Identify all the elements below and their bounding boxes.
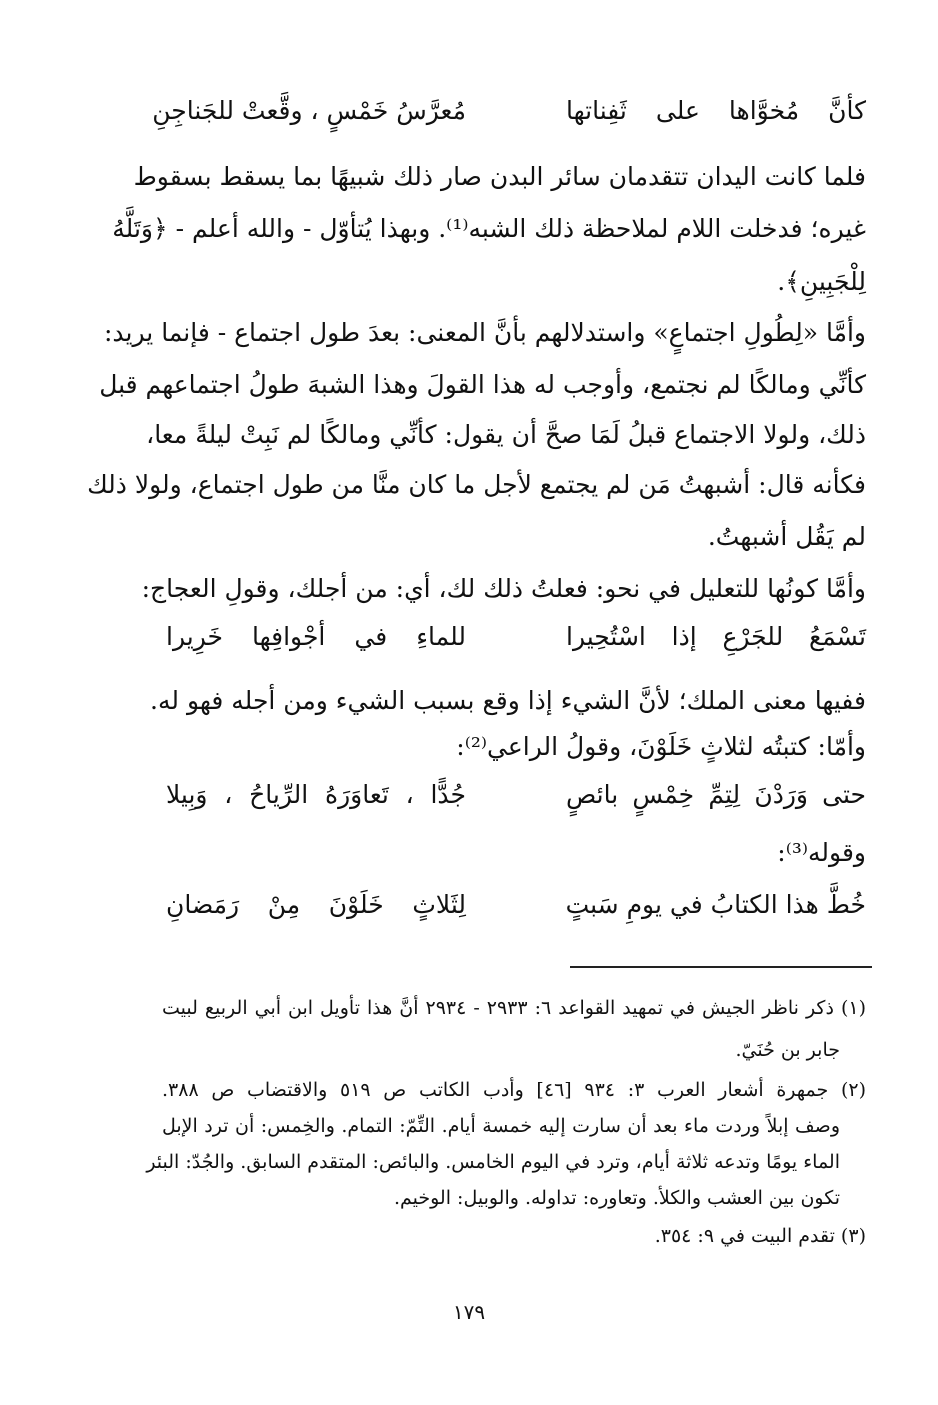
text-line: وأمَّا «لِطُولِ اجتماعٍ» واستدلالهم بأنَّ المعنى: بعدَ طول اجتماع - فإنما يريد:: [104, 318, 866, 347]
text-line: لِلْجَبِينِ﴾.: [777, 267, 866, 296]
verse-second-hemistich: مُعرَّسُ خَمْسٍ ، وقَّعتْ للجَناجِنِ: [152, 96, 466, 125]
text-line: فلما كانت اليدان تتقدمان سائر البدن صار ذلك شبيهًا بما يسقط بسقوط: [133, 162, 866, 191]
text-line: لم يَقُل أشبهتُ.: [707, 522, 866, 551]
text-line: وأمّا: كتبتُه لثلاثٍ خَلَوْنَ، وقولُ الراعي⁽²⁾:: [456, 732, 866, 761]
verse-line: [166, 622, 866, 662]
verse-second-hemistich: جُدًّا ، تَعاوَرَهُ الرِّياحُ ، وَبِيلا: [166, 780, 466, 809]
verse-line: [152, 96, 866, 136]
text-line: ففيها معنى الملك؛ لأنَّ الشيء إذا وقع بسبب الشيء ومن أجله فهو له.: [150, 686, 866, 715]
verse-second-hemistich: للماءِ في أجْوافِها خَرِيرا: [166, 622, 466, 651]
verse-line: [166, 780, 866, 820]
page-number: ١٧٩: [452, 1300, 486, 1324]
text-line: فكأنه قال: أشبهتُ مَن لم يجتمع لأجل ما كان منَّا من طول اجتماع، ولولا ذلك: [87, 470, 866, 499]
text-line: غيره؛ فدخلت اللام لملاحظة ذلك الشبه⁽¹⁾. وبهذا يُتأوّل - والله أعلم - ﴿وَتَلَّهُ: [112, 214, 866, 243]
verse-line: [166, 890, 866, 930]
verse-first-hemistich: تَسْمَعُ للجَرْعِ إذا اسْتُحِيرا: [566, 622, 866, 651]
footnote-separator: [570, 966, 872, 968]
footnote-line: (١) ذكر ناظر الجيش في تمهيد القواعد ٦: ٢٩٣٣ - ٢٩٣٤ أنَّ هذا تأويل ابن أبي الربيع لبيت: [162, 997, 866, 1019]
text-line: ذلك، ولولا الاجتماع قبلُ لَمَا صحَّ أن يقول: كأنِّي ومالكًا لم نَبِتْ ليلةً معا،: [146, 420, 866, 449]
footnote-line: وصف إبلاً وردت ماء بعد أن سارت إليه خمسة أيام. التِّمّ: التمام. والخِمس: أن ترد الإبل: [162, 1115, 840, 1137]
verse-second-hemistich: لِثَلاثٍ خَلَوْنَ مِنْ رَمَضانِ: [166, 890, 466, 919]
footnote-line: تكون بين العشب والكلأ. وتعاوره: تداوله. والوبيل: الوخيم.: [393, 1187, 840, 1209]
footnote-line: (٢) جمهرة أشعار العرب ٣: ٩٣٤ [٤٦] وأدب الكاتب ص ٥١٩ والاقتضاب ص ٣٨٨.: [162, 1079, 866, 1101]
footnote-line: جابر بن حُنَيّ.: [735, 1039, 840, 1061]
verse-first-hemistich: حتى وَرَدْنَ لِتِمِّ خِمْسٍ بائصٍ: [566, 780, 866, 809]
verse-first-hemistich: خُطَّ هذا الكتابُ في يومِ سَبتٍ: [565, 890, 866, 919]
text-line: كأنِّي ومالكًا لم نجتمع، وأوجب له هذا القولَ وهذا الشبهَ طولُ اجتماعهم قبل: [99, 370, 866, 399]
text-line: وأمَّا كونُها للتعليل في نحو: فعلتُ ذلك لك، أي: من أجلك، وقولِ العجاج:: [141, 574, 866, 603]
footnote-line: الماء يومًا وتدعه ثلاثة أيام، وترد في اليوم الخامس. والبائص: المتقدم السابق. والجُدّ: البئر: [146, 1151, 840, 1173]
text-line: وقوله⁽³⁾:: [777, 838, 866, 867]
verse-first-hemistich: كأنَّ مُخوَّاها على ثَفِناتها: [566, 96, 866, 125]
footnote-line: (٣) تقدم البيت في ٩: ٣٥٤.: [654, 1225, 866, 1247]
